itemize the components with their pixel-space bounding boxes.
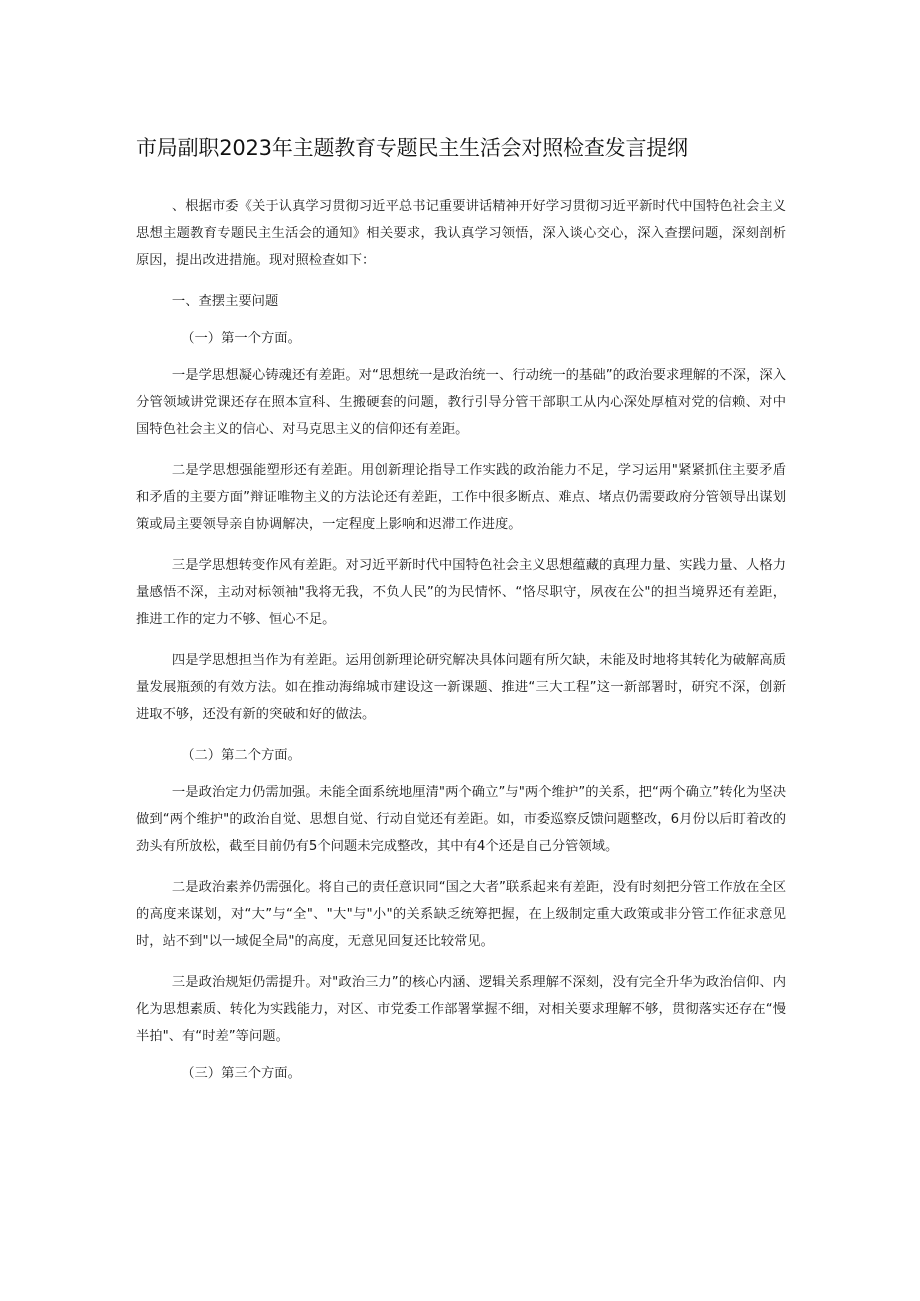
body-paragraph: 一是政治定力仍需加强。未能全面系统地厘清"两个确立”与"两个维护”的关系，把“两个确立”转化为坚决做到“两个维护"的政治自觉、思想自觉、行动自觉还有差距。如，市委巡察反馈问题整改，6月份以后盯着改的劲头有所放松，截至目前仍有5个问题未完成整改，其中有4个还是自己分管领域。 <box>136 785 786 854</box>
document-title: 市局副职2023年主题教育专题民主生活会对照检查发言提纲 <box>136 136 688 160</box>
body-paragraph: 二是政治素养仍需强化。将自己的责任意识同“国之大者”联系起来有差距，没有时刻把分管工作放在全区的高度来谋划，对“大”与“全"、"大"与"小"的关系缺乏统筹把握，在上级制定重大政策或非分管工作征求意见时，站不到"以一域促全局"的高度，无意见回复还比较常见。 <box>136 880 786 949</box>
body-paragraph: 一是学思想凝心铸魂还有差距。对“思想统一是政治统一、行动统一的基础”的政治要求理解的不深，深入分管领域讲党课还存在照本宣科、生搬硬套的问题，教行引导分管干部职工从内心深处厚植对党的信赖、对中国特色社会主义的信心、对马克思主义的信仰还有差距。 <box>136 368 786 437</box>
body-paragraph: 三是学思想转变作风有差距。对习近平新时代中国特色社会主义思想蕴藏的真理力量、实践力量、人格力量感悟不深，主动对标领袖"我将无我，不负人民”的为民情怀、“恪尽职守，夙夜在公"的担当境界还有差距，推进工作的定力不够、恒心不足。 <box>136 558 786 627</box>
subsection-heading: （二）第二个方面。 <box>181 748 301 763</box>
section-heading: 一、查摆主要问题 <box>171 294 279 309</box>
subsection-heading: （三）第三个方面。 <box>181 1066 301 1081</box>
document-body <box>136 193 786 1091</box>
body-paragraph: 三是政治规矩仍需提升。对"政治三力”的核心内涵、逻辑关系理解不深刻，没有完全升华为政治信仰、内化为思想素质、转化为实践能力，对区、市党委工作部署掌握不细，对相关要求理解不够，贯彻落实还存在“慢半拍"、有“时差”等问题。 <box>136 975 786 1044</box>
body-paragraph: 四是学思想担当作为有差距。运用创新理论研究解决具体问题有所欠缺，未能及时地将其转化为破解高质量发展瓶颈的有效方法。如在推动海绵城市建设这一新课题、推进“三大工程”这一新部署时，研究不深，创新进取不够，还没有新的突破和好的做法。 <box>136 653 786 722</box>
body-paragraph: 二是学思想强能塑形还有差距。用创新理论指导工作实践的政治能力不足，学习运用"紧紧抓住主要矛盾和矛盾的主要方面”辩证唯物主义的方法论还有差距，工作中很多断点、难点、堵点仍需要政府分管领导出谋划策或局主要领导亲自协调解决，一定程度上影响和迟滞工作进度。 <box>136 463 786 532</box>
subsection-heading: （一）第一个方面。 <box>181 331 301 346</box>
intro-paragraph: 、根据市委《关于认真学习贯彻习近平总书记重要讲话精神开好学习贯彻习近平新时代中国特色社会主义思想主题教育专题民主生活会的通知》相关要求，我认真学习领悟，深入谈心交心，深入查摆问题，深刻剖析原因，提出改进措施。现对照检查如下： <box>136 199 786 268</box>
